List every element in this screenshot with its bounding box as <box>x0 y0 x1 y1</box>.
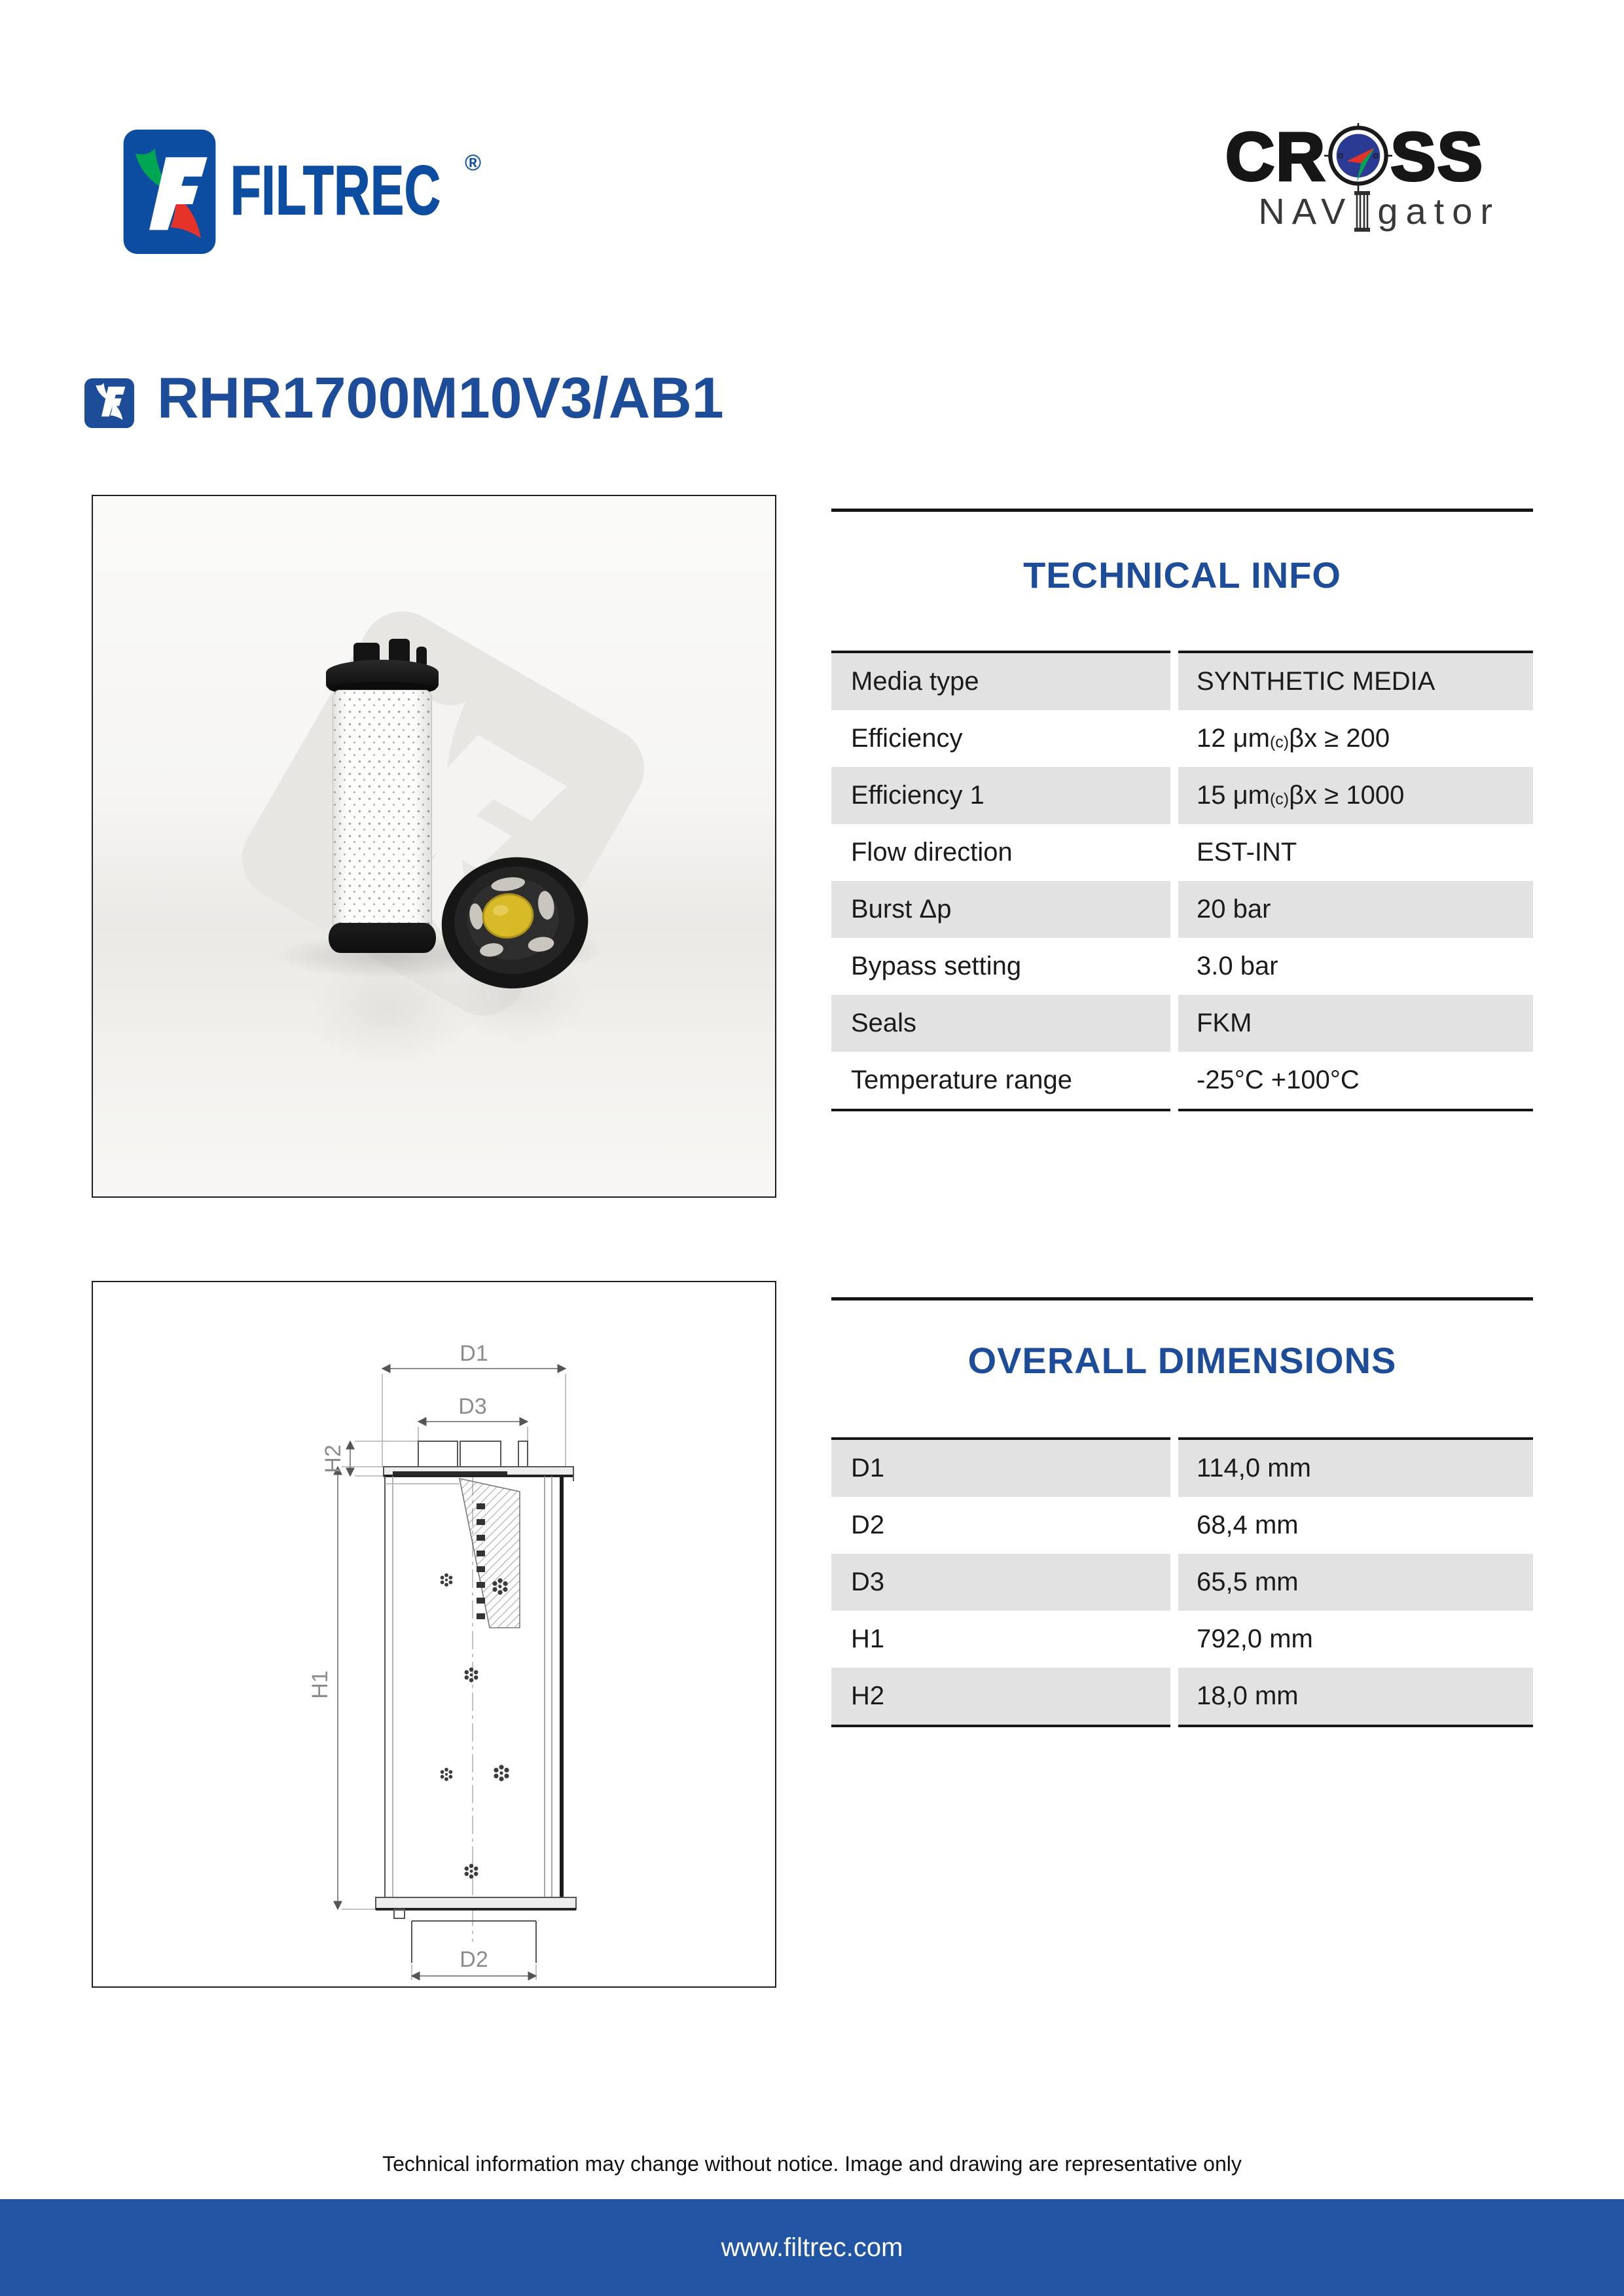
row-label: D1 <box>831 1440 1170 1497</box>
row-label: Efficiency <box>851 724 963 753</box>
row-label: Temperature range <box>851 1066 1072 1094</box>
row-label: Burst Δp <box>831 881 1170 938</box>
dim-label-h1: H1 <box>308 1670 333 1699</box>
column-icon <box>1354 191 1371 232</box>
dim-label-d3: D3 <box>458 1394 487 1419</box>
row-value: SYNTHETIC MEDIA <box>1178 653 1533 710</box>
product-photo <box>93 496 775 1196</box>
compass-icon <box>1324 123 1392 191</box>
product-title-icon <box>84 378 134 428</box>
website-url: www.filtrec.com <box>721 2233 903 2262</box>
row-value: 20 bar <box>1178 881 1533 938</box>
registered-mark: ® <box>465 151 482 175</box>
table-row <box>831 1554 1533 1611</box>
dimensions-table <box>831 1437 1533 1727</box>
section-rule <box>831 509 1533 512</box>
footer-bar <box>0 2199 1624 2296</box>
table-row <box>831 1611 1533 1668</box>
filtrec-logo <box>123 130 490 260</box>
row-value: FKM <box>1178 995 1533 1052</box>
product-code-title: RHR1700M10V3/AB1 <box>157 365 724 430</box>
overall-dimensions-title: OVERALL DIMENSIONS <box>967 1340 1397 1381</box>
row-label: Flow direction <box>851 838 1013 867</box>
table-row <box>831 995 1533 1052</box>
row-value: 12 μm (c) βx ≥ 200 <box>1197 724 1390 753</box>
nav-text: NAV <box>1258 190 1353 232</box>
row-value: 792,0 mm <box>1197 1624 1313 1653</box>
filter-bottom-endcap <box>329 923 436 953</box>
gator-text: gator <box>1377 190 1500 232</box>
table-row <box>831 1052 1533 1109</box>
technical-drawing-box <box>92 1281 776 1988</box>
table-row <box>831 653 1533 710</box>
table-row <box>831 767 1533 824</box>
filter-endcap-front-view <box>433 850 597 1000</box>
table-row <box>831 1668 1533 1725</box>
product-photo-box <box>92 495 776 1198</box>
row-value: 65,5 mm <box>1178 1554 1533 1611</box>
cross-text-left: CR <box>1225 119 1327 195</box>
filtrec-f-icon <box>123 130 216 254</box>
row-value: 114,0 mm <box>1178 1440 1533 1497</box>
table-bottom-rule <box>831 1109 1533 1111</box>
filtrec-wordmark: FILTREC <box>230 152 441 229</box>
row-label: D3 <box>831 1554 1170 1611</box>
row-label: D2 <box>851 1511 885 1539</box>
table-row <box>831 1497 1533 1554</box>
row-value: EST-INT <box>1197 838 1297 867</box>
table-row <box>831 881 1533 938</box>
cross-text-right: SS <box>1390 119 1484 195</box>
technical-info-title: TECHNICAL INFO <box>1023 554 1341 596</box>
row-label: Bypass setting <box>851 952 1022 980</box>
section-rule <box>831 1297 1533 1300</box>
row-label: H2 <box>831 1668 1170 1725</box>
table-row <box>831 824 1533 881</box>
row-value: 18,0 mm <box>1178 1668 1533 1725</box>
table-row <box>831 710 1533 767</box>
row-label: Efficiency 1 <box>831 767 1170 824</box>
table-bottom-rule <box>831 1725 1533 1727</box>
row-value: 68,4 mm <box>1197 1511 1299 1539</box>
disclaimer-note: Technical information may change without notice. Image and drawing are representative only <box>382 2152 1242 2176</box>
row-label: Media type <box>831 653 1170 710</box>
dim-label-d1: D1 <box>460 1341 488 1366</box>
row-label: H1 <box>851 1624 885 1653</box>
row-value: 3.0 bar <box>1197 952 1278 980</box>
row-label: Seals <box>831 995 1170 1052</box>
dim-label-d2: D2 <box>460 1947 488 1972</box>
navigator-subtitle <box>1258 191 1500 232</box>
row-value: 15 μm (c) βx ≥ 1000 <box>1178 767 1533 824</box>
technical-info-table <box>831 651 1533 1111</box>
technical-drawing <box>93 1282 775 1986</box>
table-row <box>831 1440 1533 1497</box>
table-row <box>831 938 1533 995</box>
row-value: -25°C +100°C <box>1197 1066 1360 1094</box>
dim-label-h2: H2 <box>321 1444 346 1473</box>
